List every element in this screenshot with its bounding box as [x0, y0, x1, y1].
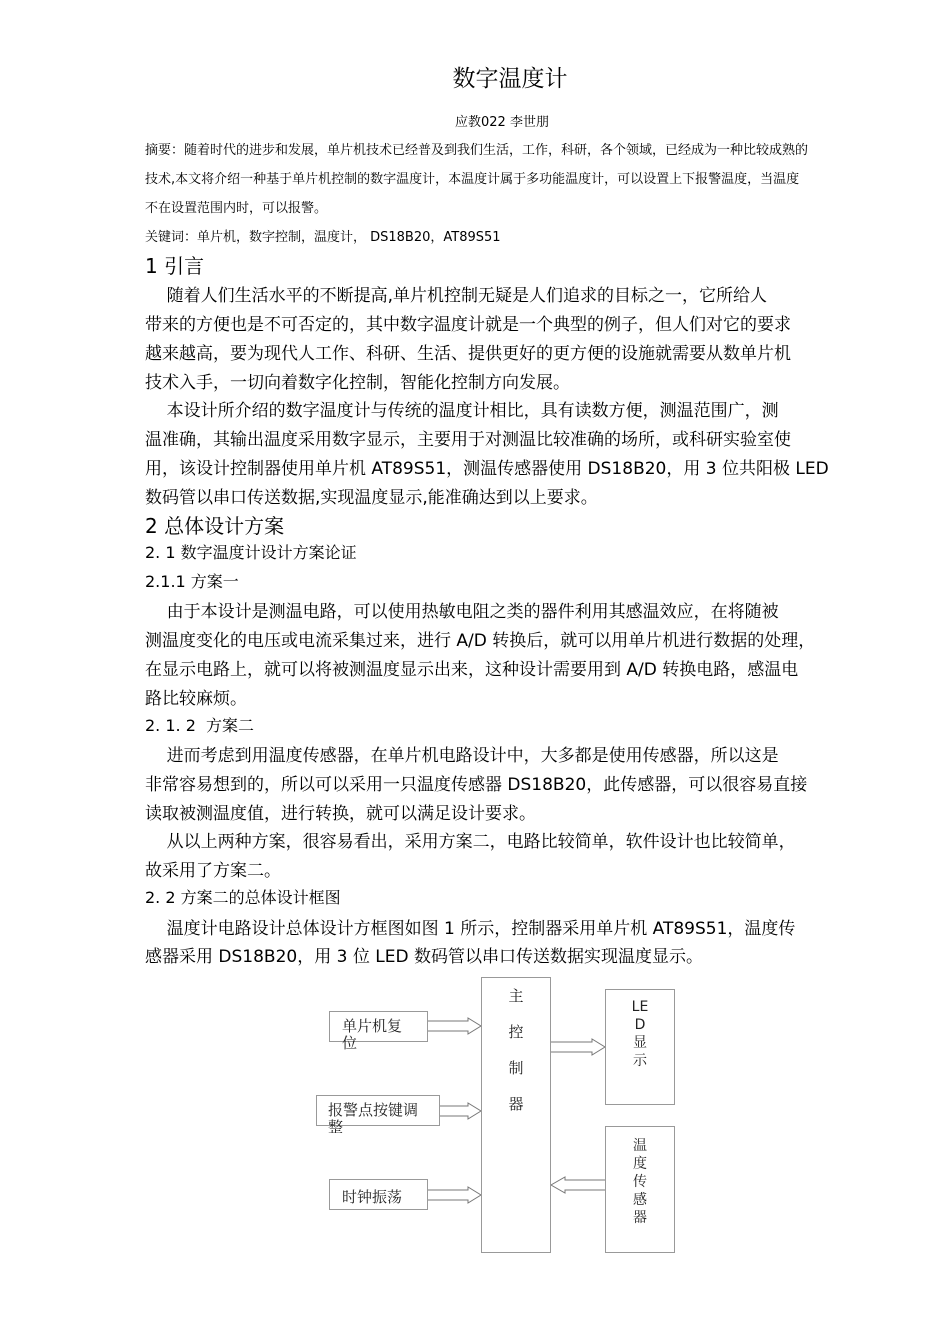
arrow-reset-to-mcu — [427, 1018, 481, 1034]
subsection-heading: 2. 2 方案二的总体设计框图 — [145, 888, 341, 907]
led-label: 显 — [633, 1035, 647, 1051]
paragraph-line: 非常容易想到的，所以可以采用一只温度传感器 DS18B20，此传感器，可以很容易直接 — [145, 775, 808, 795]
paragraph-line: 本设计所介绍的数字温度计与传统的温度计相比，具有读数方便，测温范围广，测 — [145, 401, 779, 421]
paragraph-line: 感器采用 DS18B20，用 3 位 LED 数码管以串口传送数据实现温度显示。 — [145, 947, 703, 967]
led-label: LE — [631, 999, 649, 1015]
subsubsection-heading: 2. 1. 2 方案二 — [145, 716, 255, 735]
arrow-alarm-to-mcu — [440, 1103, 481, 1119]
mcu-label: 主 — [508, 987, 524, 1005]
paragraph-line: 随着人们生活水平的不断提高,单片机控制无疑是人们追求的目标之一，它所给人 — [145, 286, 768, 306]
mcu-label: 制 — [508, 1059, 524, 1077]
sensor-label: 度 — [633, 1156, 647, 1172]
abstract-line: 技术,本文将介绍一种基于单片机控制的数字温度计，本温度计属于多功能温度计，可以设置上下报警温度，当温度 — [145, 172, 800, 187]
paragraph-line: 用，该设计控制器使用单片机 AT89S51，测温传感器使用 DS18B20，用 3 位共阳极 LED — [145, 459, 829, 479]
paragraph-line: 在显示电路上，就可以将被测温度显示出来，这种设计需要用到 A/D 转换电路，感温电 — [145, 660, 799, 680]
clock-label: 时钟振荡 — [342, 1188, 403, 1206]
section-2-heading: 2 总体设计方案 — [145, 514, 285, 538]
sensor-label: 传 — [633, 1174, 647, 1190]
mcu-block — [481, 977, 551, 1253]
subsection-heading: 2. 1 数字温度计设计方案论证 — [145, 543, 357, 562]
reset-block — [329, 1011, 428, 1052]
led-label: 示 — [633, 1053, 647, 1069]
reset-label: 单片机复 — [342, 1017, 403, 1035]
paragraph-line: 进而考虑到用温度传感器，在单片机电路设计中，大多都是使用传感器，所以这是 — [145, 746, 779, 766]
keywords: 关键词：单片机，数字控制，温度计， DS18B20，AT89S51 — [145, 230, 501, 245]
alarm-label: 整 — [328, 1118, 344, 1136]
led-block — [605, 989, 675, 1105]
paragraph-line: 数码管以串口传送数据,实现温度显示,能准确达到以上要求。 — [145, 488, 598, 508]
arrow-sensor-to-mcu — [551, 1177, 605, 1193]
paragraph-line: 由于本设计是测温电路，可以使用热敏电阻之类的器件利用其感温效应，在将随被 — [145, 602, 779, 622]
paragraph-line: 测温度变化的电压或电流采集过来，进行 A/D 转换后，就可以用单片机进行数据的处理， — [145, 631, 816, 651]
paragraph-line: 从以上两种方案，很容易看出，采用方案二，电路比较简单，软件设计也比较简单， — [145, 832, 796, 852]
paragraph-line: 带来的方便也是不可否定的，其中数字温度计就是一个典型的例子，但人们对它的要求 — [145, 315, 791, 335]
paragraph-line: 温准确，其输出温度采用数字显示，主要用于对测温比较准确的场所，或科研实验室使 — [145, 430, 791, 450]
author-line: 应教022 李世朋 — [455, 115, 549, 130]
section-1-heading: 1 引言 — [145, 254, 205, 278]
paragraph-line: 越来越高，要为现代人工作、科研、生活、提供更好的更方便的设施就需要从数单片机 — [145, 344, 791, 364]
paragraph-line: 故采用了方案二。 — [145, 861, 281, 881]
alarm-block — [316, 1095, 440, 1136]
paragraph-line: 技术入手，一切向着数字化控制，智能化控制方向发展。 — [145, 373, 570, 393]
abstract-line: 摘要：随着时代的进步和发展，单片机技术已经普及到我们生活，工作，科研，各个领域，已经成为一种比较成熟的 — [145, 143, 809, 158]
reset-label: 位 — [342, 1034, 358, 1052]
abstract-line: 不在设置范围内时，可以报警。 — [145, 201, 328, 216]
arrow-mcu-to-led — [551, 1039, 605, 1055]
mcu-label: 控 — [508, 1023, 524, 1041]
sensor-label: 感 — [633, 1192, 647, 1208]
paper-title: 数字温度计 — [452, 66, 568, 92]
paragraph-line: 读取被测温度值，进行转换，就可以满足设计要求。 — [145, 804, 536, 824]
subsubsection-heading: 2.1.1 方案一 — [145, 572, 239, 591]
paragraph-line: 温度计电路设计总体设计方框图如图 1 所示，控制器采用单片机 AT89S51，温度传 — [145, 919, 796, 939]
sensor-block — [605, 1126, 675, 1253]
paragraph-line: 路比较麻烦。 — [145, 689, 247, 709]
sensor-label: 器 — [633, 1210, 647, 1226]
arrow-clock-to-mcu — [427, 1187, 481, 1203]
led-label: D — [634, 1017, 646, 1033]
sensor-label: 温 — [633, 1138, 647, 1154]
alarm-label: 报警点按键调 — [328, 1101, 419, 1119]
clock-block — [329, 1179, 428, 1210]
mcu-label: 器 — [508, 1095, 524, 1113]
